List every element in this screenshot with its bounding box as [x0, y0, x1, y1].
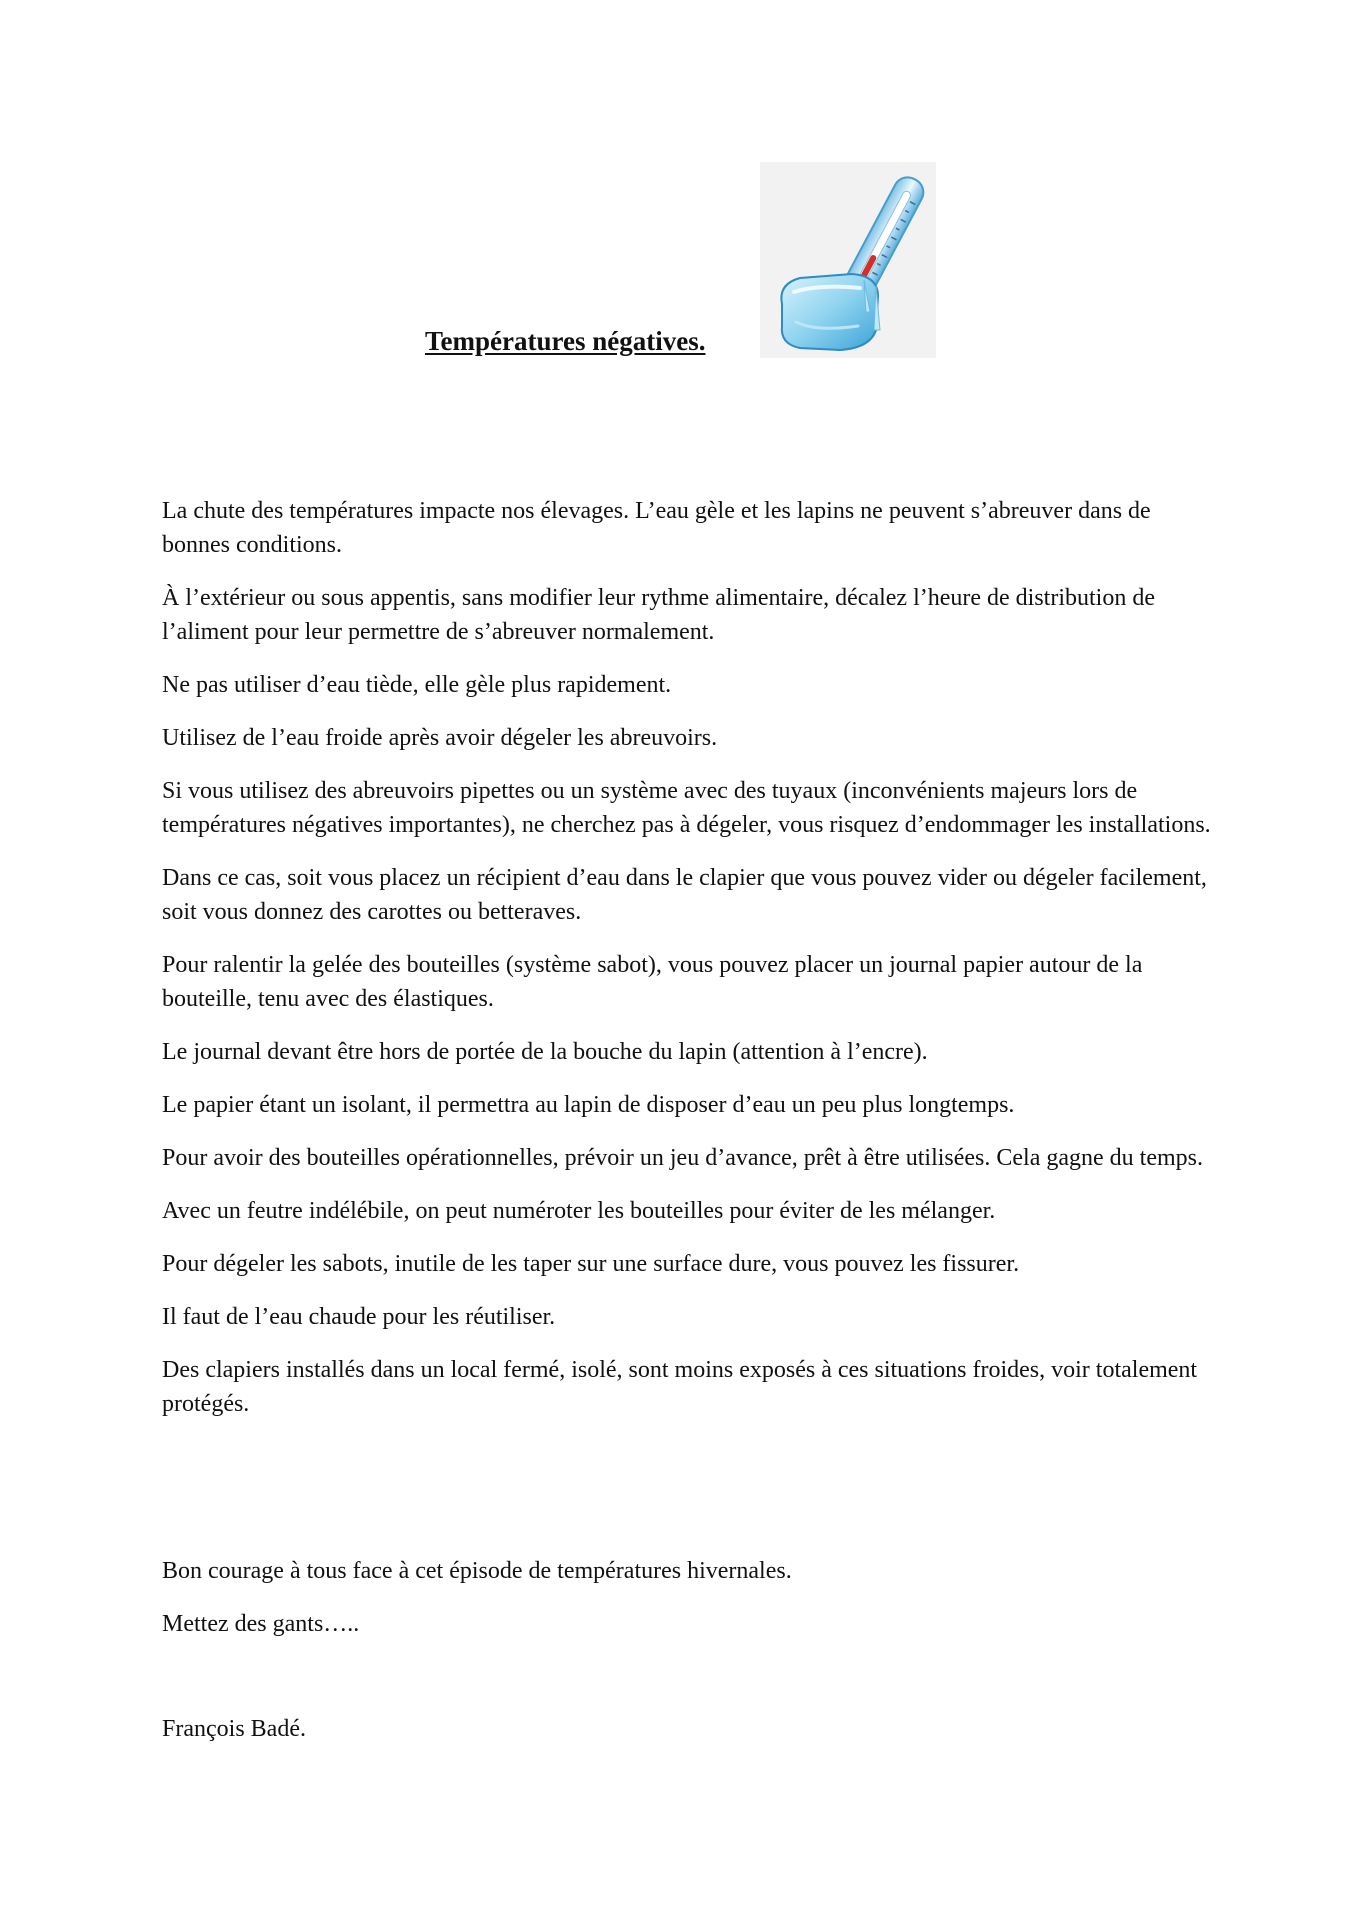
- closing-line: Bon courage à tous face à cet épisode de températures hivernales.: [162, 1558, 792, 1584]
- paragraph: Utilisez de l’eau froide après avoir dégeler les abreuvoirs.: [162, 725, 718, 751]
- paragraph: Des clapiers installés dans un local fermé, isolé, sont moins exposés à ces situations froides, voir totalement protégés.: [162, 1357, 1198, 1417]
- paragraph: Le journal devant être hors de portée de la bouche du lapin (attention à l’encre).: [162, 1039, 928, 1065]
- paragraph: Pour avoir des bouteilles opérationnelles, prévoir un jeu d’avance, prêt à être utilisées. Cela gagne du temps.: [162, 1145, 1203, 1171]
- article-body: [162, 494, 1222, 1440]
- paragraph: Pour dégeler les sabots, inutile de les taper sur une surface dure, vous pouvez les fissurer.: [162, 1251, 1020, 1277]
- page-title: Températures négatives.: [425, 326, 706, 356]
- paragraph: À l’extérieur ou sous appentis, sans modifier leur rythme alimentaire, décalez l’heure de distribution de l’aliment pour leur permettre de s’abreuver normalement.: [162, 585, 1155, 645]
- paragraph: Avec un feutre indélébile, on peut numéroter les bouteilles pour éviter de les mélanger.: [162, 1198, 996, 1224]
- paragraph: Si vous utilisez des abreuvoirs pipettes ou un système avec des tuyaux (inconvénients majeurs lors de températures négatives importantes), ne cherchez pas à dégeler, vous risquez d’endommager les installations.: [162, 778, 1211, 838]
- thermometer-in-ice-icon: [760, 162, 936, 358]
- closing-line: Mettez des gants…..: [162, 1611, 360, 1637]
- author-signature: François Badé.: [162, 1716, 306, 1742]
- paragraph: Il faut de l’eau chaude pour les réutiliser.: [162, 1304, 556, 1330]
- paragraph: Le papier étant un isolant, il permettra au lapin de disposer d’eau un peu plus longtemps.: [162, 1092, 1015, 1118]
- paragraph: La chute des températures impacte nos élevages. L’eau gèle et les lapins ne peuvent s’abreuver dans de bonnes conditions.: [162, 498, 1151, 558]
- closing-section: [162, 1554, 1222, 1660]
- paragraph: Pour ralentir la gelée des bouteilles (système sabot), vous pouvez placer un journal papier autour de la bouteille, tenu avec des élastiques.: [162, 952, 1143, 1012]
- paragraph: Dans ce cas, soit vous placez un récipient d’eau dans le clapier que vous pouvez vider ou dégeler facilement, soit vous donnez des carottes ou betteraves.: [162, 865, 1207, 925]
- paragraph: Ne pas utiliser d’eau tiède, elle gèle plus rapidement.: [162, 672, 672, 698]
